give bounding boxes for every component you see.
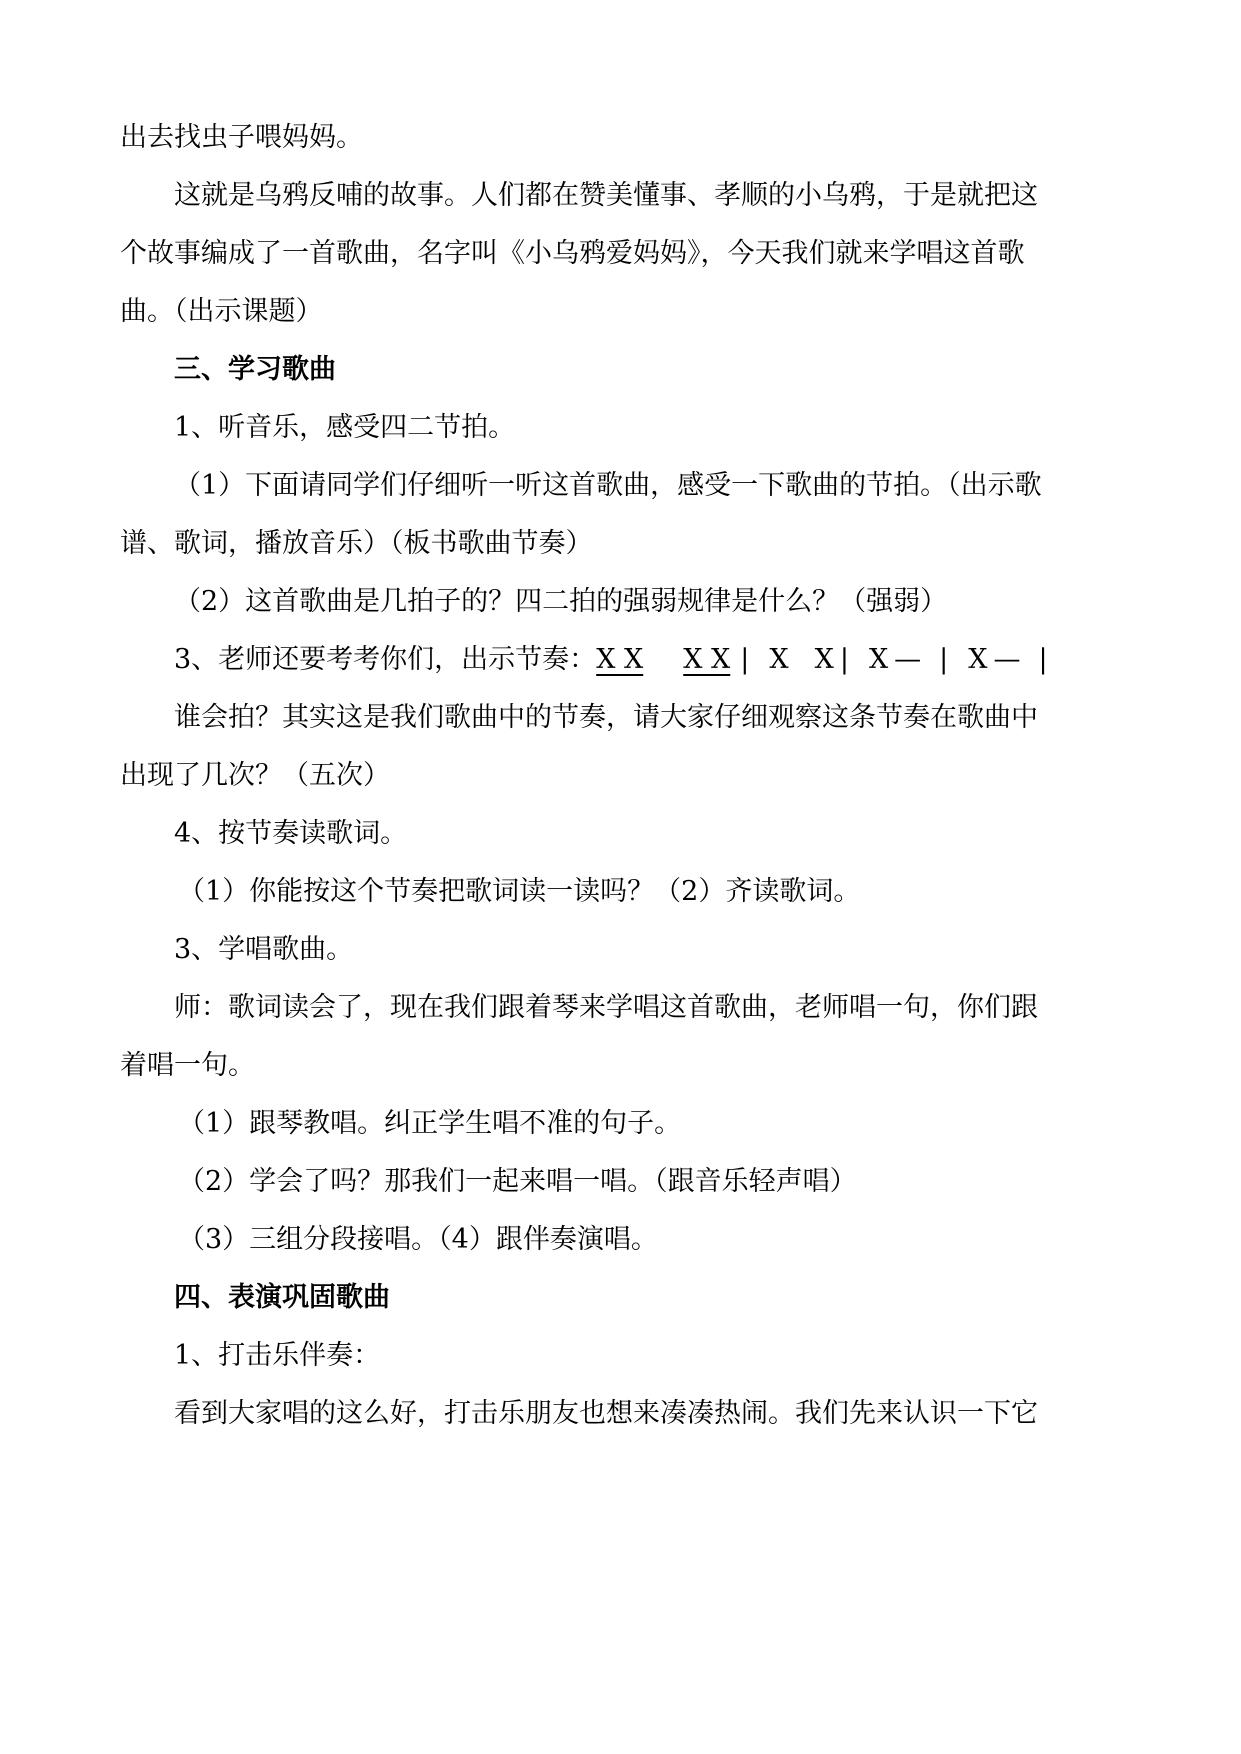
paragraph-line: 师：歌词读会了，现在我们跟着琴来学唱这首歌曲，老师唱一句，你们跟 <box>174 992 1038 1023</box>
rhythm-note: X <box>769 644 789 675</box>
section-heading: 四、表演巩固歌曲 <box>174 1282 390 1313</box>
paragraph-line: 谱、歌词，播放音乐）（板书歌曲节奏） <box>120 528 593 559</box>
paragraph-line: （2）学会了吗？那我们一起来唱一唱。（跟音乐轻声唱） <box>178 1166 857 1197</box>
rhythm-dash: — <box>894 644 922 675</box>
rhythm-intro: 3、老师还要考考你们，出示节奏： <box>174 644 597 675</box>
paragraph-line: （2）这首歌曲是几拍子的？四二拍的强弱规律是什么？（强弱） <box>174 586 948 617</box>
section-heading: 三、学习歌曲 <box>174 354 336 385</box>
paragraph-line: 个故事编成了一首歌曲，名字叫《小乌鸦爱妈妈》，今天我们就来学唱这首歌 <box>120 238 1025 269</box>
paragraph-line: （1）你能按这个节奏把歌词读一读吗？（2）齐读歌词。 <box>178 876 861 907</box>
bar-line: | <box>939 644 949 675</box>
paragraph-line: 4、按节奏读歌词。 <box>174 818 408 849</box>
paragraph-line: 3、学唱歌曲。 <box>174 934 354 965</box>
paragraph-line: （1）跟琴教唱。纠正学生唱不准的句子。 <box>178 1108 682 1139</box>
paragraph-line: （3）三组分段接唱。（4）跟伴奏演唱。 <box>178 1224 658 1255</box>
paragraph-line: 谁会拍？其实这是我们歌曲中的节奏，请大家仔细观察这条节奏在歌曲中 <box>174 702 1038 733</box>
bar-line: | <box>1038 644 1048 675</box>
rhythm-dash: — <box>993 644 1021 675</box>
paragraph-line: 1、听音乐，感受四二节拍。 <box>174 412 516 443</box>
rhythm-notation <box>596 640 1047 680</box>
rhythm-group-1: X X <box>596 644 644 675</box>
bar-line: | <box>740 644 750 675</box>
paragraph-line: 出现了几次？（五次） <box>120 760 390 791</box>
rhythm-note: X <box>968 644 988 675</box>
paragraph-line: 曲。（出示课题） <box>120 296 323 327</box>
rhythm-group-2: X X <box>683 644 731 675</box>
paragraph-line: （1）下面请同学们仔细听一听这首歌曲，感受一下歌曲的节拍。（出示歌 <box>174 470 1042 501</box>
paragraph-line: 着唱一句。 <box>120 1050 255 1081</box>
rhythm-note: X <box>814 644 834 675</box>
paragraph-line: 这就是乌鸦反哺的故事。人们都在赞美懂事、孝顺的小乌鸦，于是就把这 <box>174 180 1038 211</box>
paragraph-line: 出去找虫子喂妈妈。 <box>120 122 363 153</box>
paragraph-line: 1、打击乐伴奏： <box>174 1340 381 1371</box>
rhythm-note: X <box>868 644 889 675</box>
bar-line: | <box>839 644 849 675</box>
rhythm-line <box>174 640 1184 680</box>
paragraph-line: 看到大家唱的这么好，打击乐朋友也想来凑凑热闹。我们先来认识一下它 <box>174 1398 1038 1429</box>
